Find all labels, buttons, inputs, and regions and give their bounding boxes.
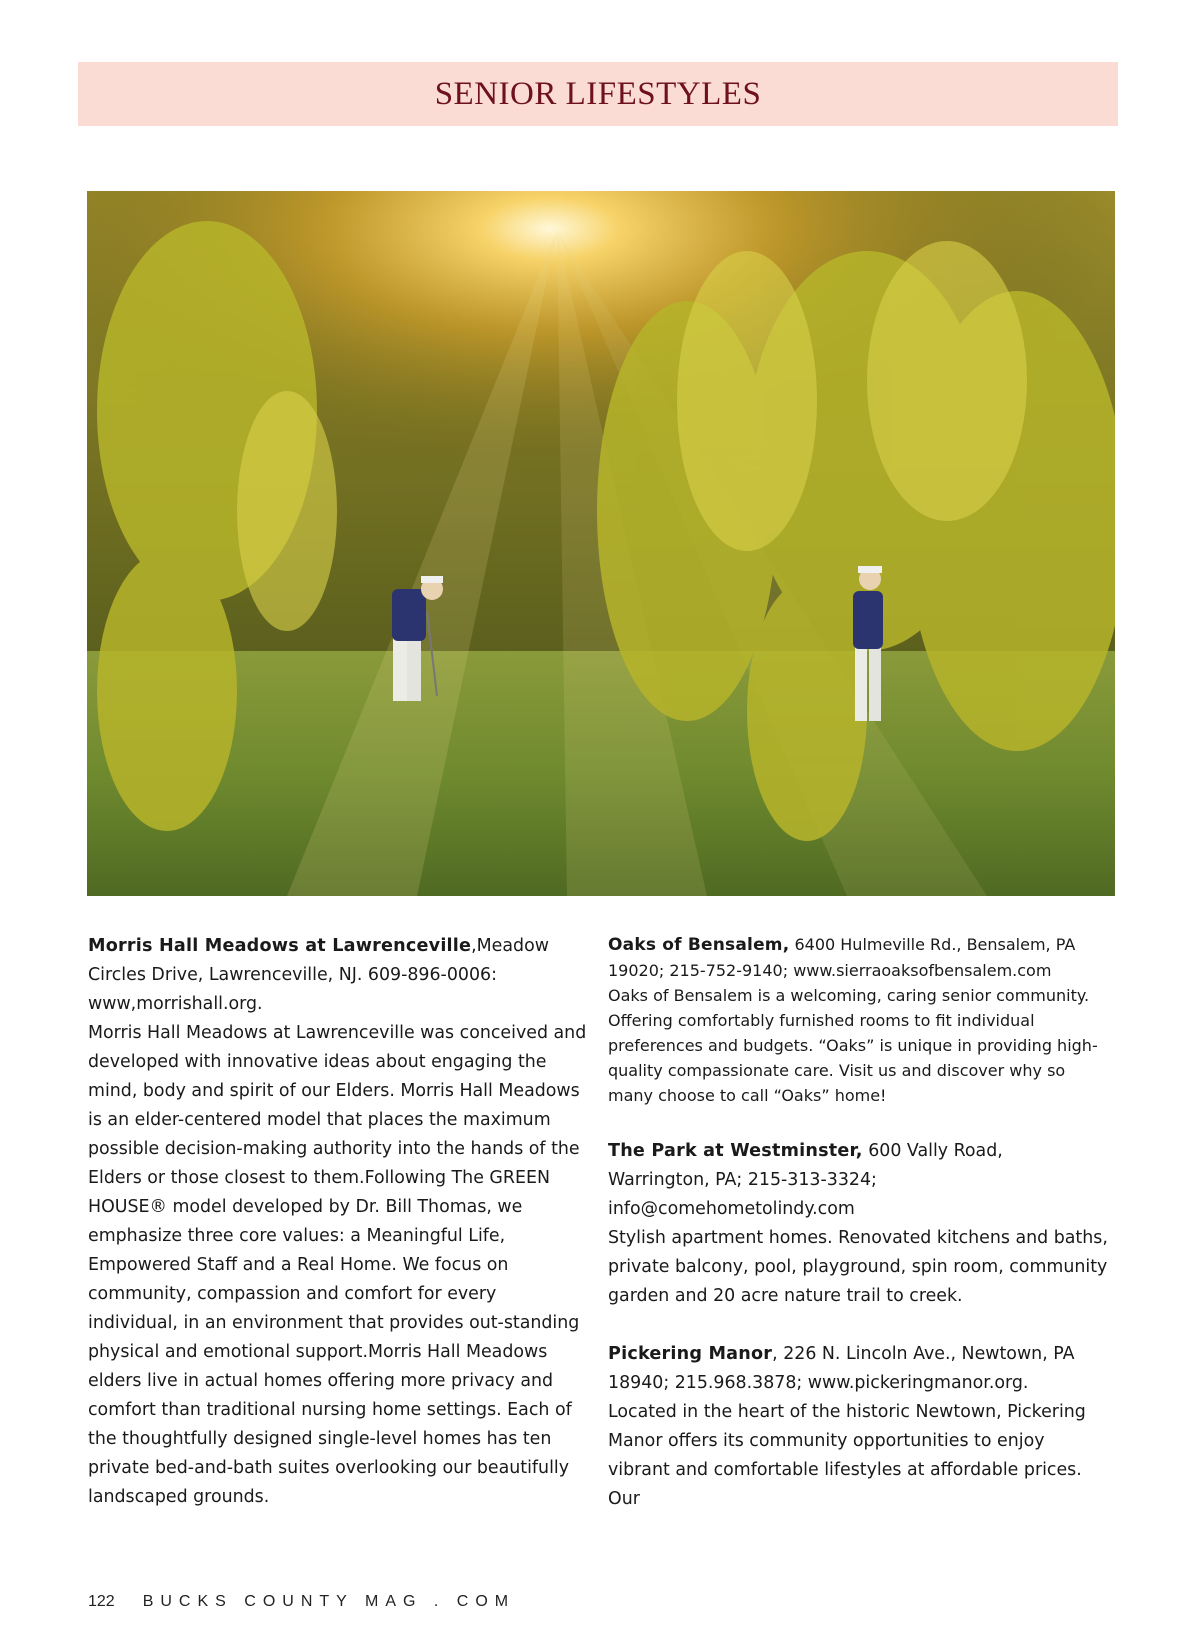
- listing-description: Located in the heart of the historic Newtown, Pickering Manor offers its community opportunities to enjoy vibrant and comfortable lifestyles at affordable prices. Our: [608, 1402, 1086, 1509]
- listing-morris-hall: [88, 932, 588, 1512]
- right-column: [608, 932, 1108, 1543]
- page-number: 122: [88, 1593, 115, 1610]
- section-banner: [78, 62, 1118, 126]
- listing-name: Morris Hall Meadows at Lawrenceville: [88, 936, 472, 956]
- page-footer: [88, 1593, 515, 1611]
- listing-pickering-manor: [608, 1340, 1108, 1514]
- listing-name: Pickering Manor: [608, 1344, 773, 1364]
- listing-address: 6400 Hulmeville Rd., Bensalem, PA 19020; 215-752-9140; www.sierraoaksofbensalem.com: [608, 935, 1076, 980]
- listing-address: ,Meadow Circles Drive, Lawrenceville, NJ. 609-896-0006: www,morrishall.org.: [88, 936, 549, 1014]
- listing-address: 600 Vally Road, Warrington, PA; 215-313-3324; info@comehometolindy.com: [608, 1141, 1003, 1219]
- listing-description: Stylish apartment homes. Renovated kitchens and baths, private balcony, pool, playground, spin room, community garden and 20 acre nature trail to creek.: [608, 1228, 1108, 1306]
- listing-name: The Park at Westminster,: [608, 1141, 863, 1161]
- listing-description: Oaks of Bensalem is a welcoming, caring senior community. Offering comfortably furnished rooms to fit individual preferences and budgets. “Oaks” is unique in providing high-quality compassionate care. Visit us and discover why so many choose to call “Oaks” home!: [608, 986, 1098, 1105]
- photo-illustration: [87, 191, 1115, 896]
- listing-oaks-of-bensalem: [608, 932, 1108, 1108]
- footer-site-name: BUCKS COUNTY MAG . COM: [142, 1593, 516, 1610]
- left-column: [88, 932, 588, 1541]
- listing-address: , 226 N. Lincoln Ave., Newtown, PA 18940; 215.968.3878; www.pickeringmanor.org.: [608, 1344, 1075, 1393]
- section-title: SENIOR LIFESTYLES: [434, 75, 762, 112]
- golf-scene-photo: [87, 191, 1115, 896]
- listing-park-at-westminster: [608, 1137, 1108, 1311]
- listing-name: Oaks of Bensalem,: [608, 935, 790, 955]
- listing-description: Morris Hall Meadows at Lawrenceville was conceived and developed with innovative ideas about engaging the mind, body and spirit of our Elders. Morris Hall Meadows is an elder-centered model that places the maximum possible decision-making authority into the hands of the Elders or those closest to them.Following The GREEN HOUSE® model developed by Dr. Bill Thomas, we emphasize three core values: a Meaningful Life, Empowered Staff and a Real Home. We focus on community, compassion and comfort for every individual, in an environment that provides out-standing physical and emotional support.Morris Hall Meadows elders live in actual homes offering more privacy and comfort than traditional nursing home settings. Each of the thoughtfully designed single-level homes has ten private bed-and-bath suites overlooking our beautifully landscaped grounds.: [88, 1023, 587, 1507]
